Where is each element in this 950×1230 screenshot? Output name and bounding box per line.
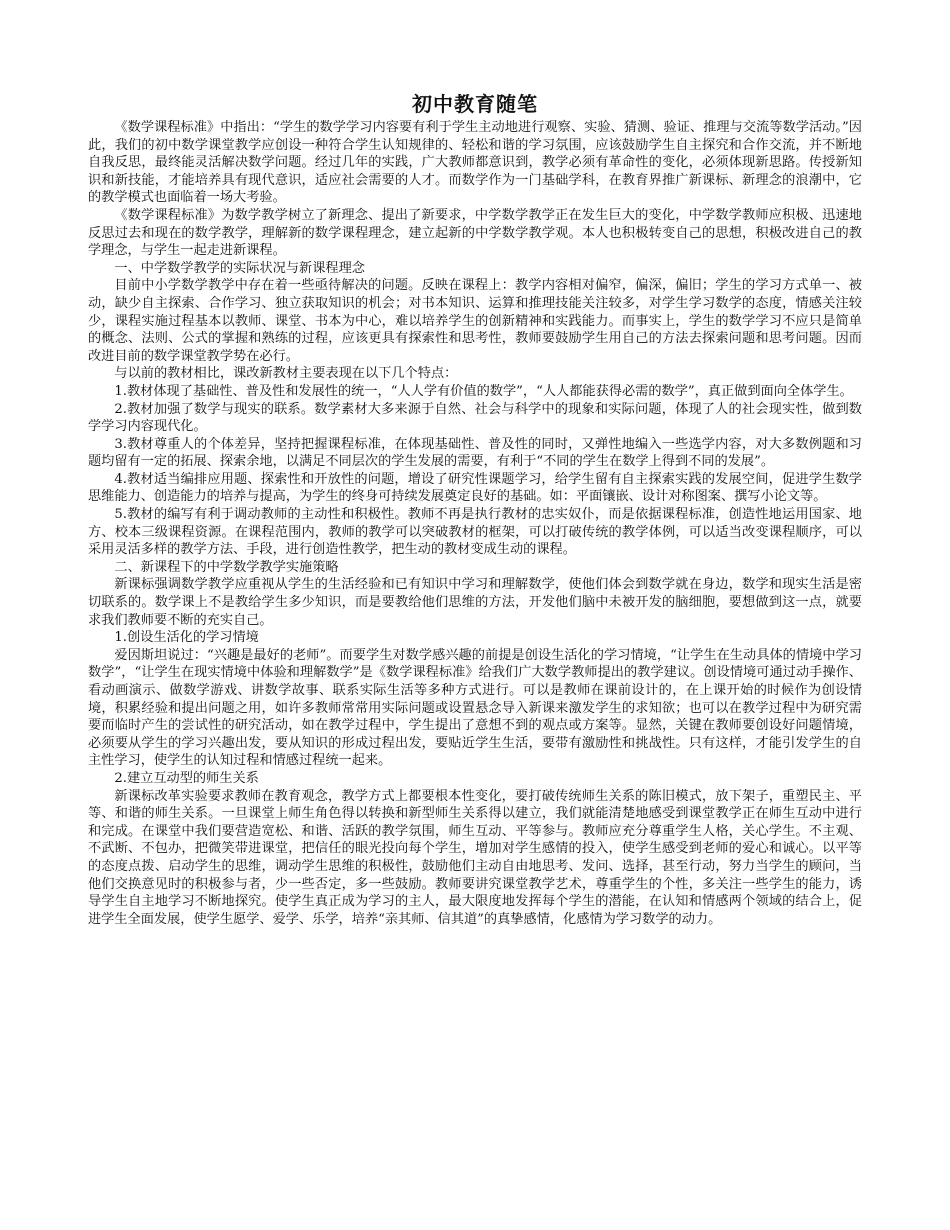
paragraph-intro: 《数学课程标准》中指出：“学生的数学学习内容要有利于学生主动地进行观察、实验、猜测、验证、推理与交流等数学活动。”因此，我们的初中数学课堂教学应创设一种符合学生认知规律的、轻松和谐的学习氛围，应该鼓励学生自主探究和合作交流，并不断地自我反思，最终能灵活解决数学问题。经过几年的实践，广大教师都意识到，教学必须有革命性的变化，必须体现新思路。传授新知识和新技能，才能培养具有现代意识，适应社会需要的人才。而数学作为一门基础学科，在教育界推广新课标、新理念的浪潮中，它的教学模式也面临着一场大考验。 bbox=[88, 120, 862, 206]
paragraph-features-intro: 与以前的教材相比，课改新教材主要表现在以下几个特点： bbox=[114, 366, 458, 382]
document-title: 初中教育随笔 bbox=[412, 92, 538, 116]
paragraph-new-concepts: 《数学课程标准》为数学教学树立了新理念、提出了新要求，中学数学教学正在发生巨大的变化，中学数学教师应积极、迅速地反思过去和现在的数学教学，理解新的数学课程理念，建立起新的中学数学教学观。本人也积极转变自己的思想，积极改进自己的教学理念，与学生一起走进新课程。 bbox=[88, 207, 862, 259]
paragraph-strategy-intro: 新课标强调数学教学应重视从学生的生活经验和已有知识中学习和理解数学，使他们体会到数学就在身边，数学和现实生活是密切联系的。数学课上不是教给学生多少知识，而是要教给他们思维的方法，开发他们脑中未被开发的脑细胞，要想做到这一点，就要求我们教师要不断的充实自己。 bbox=[88, 577, 862, 628]
list-item-feature-3: 3.教材尊重人的个体差异，坚持把握课程标准，在体现基础性、普及性的同时，又弹性地编入一些选学内容，对大多数例题和习题均留有一定的拓展、探索余地，以满足不同层次的学生发展的需要，有利于“不同的学生在数学上得到不同的发展”。 bbox=[88, 436, 862, 470]
list-item-feature-1: 1.教材体现了基础性、普及性和发展性的统一，“人人学有价值的数学”，“人人都能获得必需的数学”，真正做到面向全体学生。 bbox=[114, 383, 853, 399]
paragraph-current-problems: 目前中小学数学教学中存在着一些亟待解决的问题。反映在课程上：教学内容相对偏窄，偏深，偏旧；学生的学习方式单一、被动，缺少自主探索、合作学习、独立获取知识的机会；对书本知识、运算和推理技能关注较多，对学生学习数学的态度，情感关注较少，课程实施过程基本以教师、课堂、书本为中心，难以培养学生的创新精神和实践能力。而事实上，学生的数学学习不应只是简单的概念、法则、公式的掌握和熟练的过程，应该更具有探索性和思考性，教师要鼓励学生用自己的方法去探索问题和思考问题。因而改进目前的数学课堂教学势在必行。 bbox=[88, 278, 862, 364]
subheading-life-situations: 1.创设生活化的学习情境 bbox=[114, 630, 259, 646]
section-heading-2: 二、新课程下的中学数学教学实施策略 bbox=[114, 559, 339, 575]
list-item-feature-2: 2.教材加强了数学与现实的联系。数学素材大多来源于自然、社会与科学中的现象和实际问题，体现了人的社会现实性，做到数学学习内容现代化。 bbox=[88, 401, 862, 435]
list-item-feature-5: 5.教材的编写有利于调动教师的主动性和积极性。教师不再是执行教材的忠实奴仆，而是依据课程标准，创造性地运用国家、地方、校本三级课程资源。在课程范围内，教师的教学可以突破教材的框架，可以打破传统的教学体例，可以适当改变课程顺序，可以采用灵活多样的教学方法、手段，进行创造性教学，把生动的教材变成生动的课程。 bbox=[88, 507, 862, 558]
paragraph-life-situations: 爱因斯坦说过：“兴趣是最好的老师”。而要学生对数学感兴趣的前提是创设生活化的学习情境，“让学生在生动具体的情境中学习数学”，“让学生在现实情境中体验和理解数学”是《数学课程标准》给我们广大数学教师提出的教学建议。创设情境可通过动手操作、看动画演示、做数学游戏、讲数学故事、联系实际生活等多种方式进行。可以是教师在课前设计的，在上课开始的时候作为创设情境，积累经验和提出问题之用，如许多教师常常用实际问题或设置悬念导入新课来激发学生的求知欲；也可以在教学过程中为研究需要而临时产生的尝试性的研究活动，如在教学过程中，学生提出了意想不到的观点或方案等。显然，关键在教师要创设好问题情境，必须要从学生的学习兴趣出发，要从知识的形成过程出发，要贴近学生生活，要带有激励性和挑战性。只有这样，才能引发学生的自主性学习，使学生的认知过程和情感过程统一起来。 bbox=[88, 647, 862, 769]
section-heading-1: 一、中学数学教学的实际状况与新课程理念 bbox=[114, 260, 365, 276]
paragraph-interactive-relationship: 新课标改革实验要求教师在教育观念，教学方式上都要根本性变化，要打破传统师生关系的陈旧模式，放下架子，重塑民主、平等、和谐的师生关系。一旦课堂上师生角色得以转换和新型师生关系得以建立，我们就能清楚地感受到课堂教学正在师生互动中进行和完成。在课堂中我们要营造宽松、和谐、活跃的教学氛围，师生互动、平等参与。教师应充分尊重学生人格，关心学生。不主观、不武断、不包办，把微笑带进课堂，把信任的眼光投向每个学生，增加对学生感情的投入，使学生感受到老师的爱心和诚心。以平等的态度点拨、启动学生的思维，调动学生思维的积极性，鼓励他们主动自由地思考、发问、选择，甚至行动，努力当学生的顾问，当他们交换意见时的积极参与者，少一些否定，多一些鼓励。教师要讲究课堂教学艺术，尊重学生的个性，多关注一些学生的能力，诱导学生自主地学习不断地探究。使学生真正成为学习的主人，最大限度地发挥每个学生的潜能，在认知和情感两个领域的结合上，促进学生全面发展，使学生愿学、爱学、乐学，培养“亲其师、信其道”的真挚感情，化感情为学习数学的动力。 bbox=[88, 788, 862, 927]
subheading-interactive-relationship: 2.建立互动型的师生关系 bbox=[114, 770, 259, 786]
list-item-feature-4: 4.教材适当编排应用题、探索性和开放性的问题，增设了研究性课题学习，给学生留有自主探索实践的发展空间，促进学生数学思维能力、创造能力的培养与提高，为学生的终身可持续发展奠定良好的基础。如：平面镶嵌、设计对称图案、撰写小论文等。 bbox=[88, 471, 862, 505]
